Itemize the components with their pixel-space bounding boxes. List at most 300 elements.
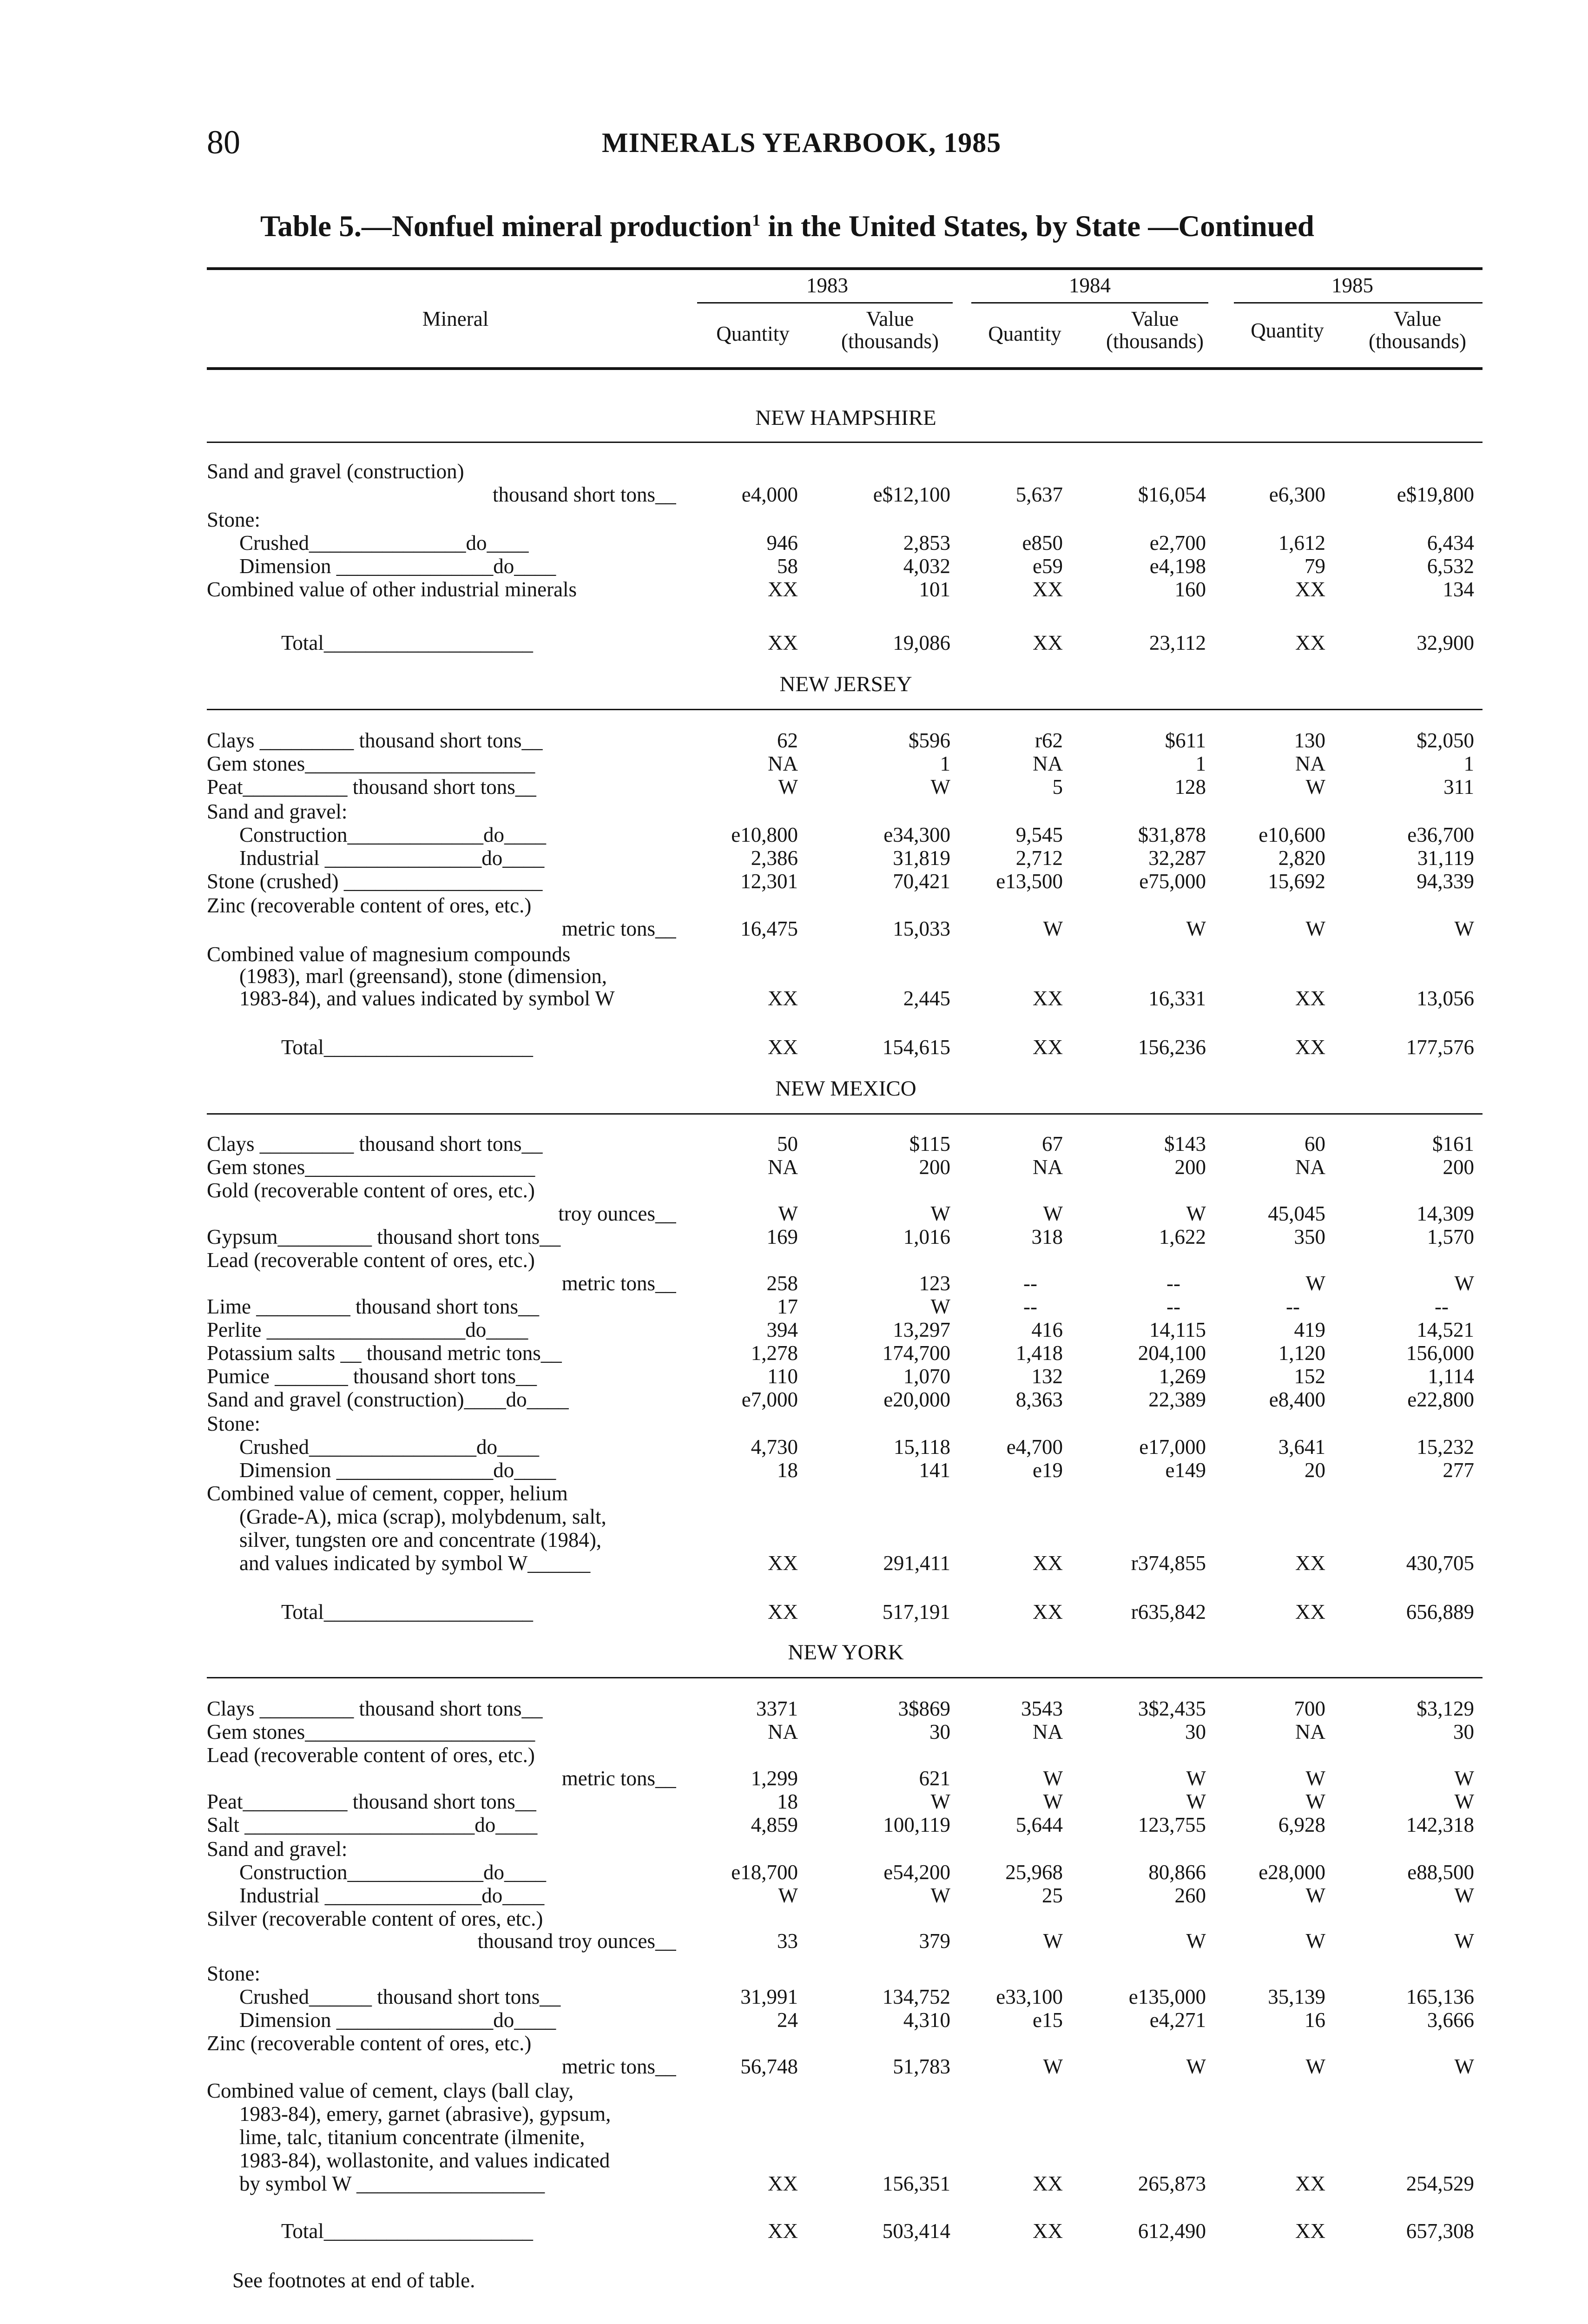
total-1985-quantity: XX	[1295, 1600, 1325, 1624]
cell-1983-quantity: 1,278	[751, 1341, 798, 1365]
year-1985: 1985	[1331, 274, 1373, 297]
row-label: Pumice _______ thousand short tons__	[207, 1365, 537, 1388]
header-bottom-rule	[207, 367, 1483, 370]
cell-1984-value: --	[1166, 1272, 1180, 1295]
row-label: Sand and gravel (construction)____do____	[207, 1388, 569, 1411]
cell-1984-value: e135,000	[1128, 1985, 1206, 2008]
cell-1985-value: $161	[1432, 1132, 1474, 1155]
cell-1984-quantity: --	[1023, 1272, 1037, 1295]
section-heading-new-york: NEW YORK	[788, 1640, 904, 1664]
year-1983-rule	[697, 302, 953, 304]
cell-1983-quantity: 33	[777, 1929, 798, 1953]
cell-1984-quantity: e19	[1033, 1459, 1063, 1482]
cell-1983-value: 123	[919, 1272, 950, 1295]
cell-1983-quantity: e4,000	[741, 483, 798, 506]
row-label: Construction_____________do____	[239, 1861, 546, 1884]
cell-1983-quantity: 50	[777, 1132, 798, 1155]
cell-1983-quantity: 110	[767, 1365, 798, 1388]
total-1985-value: 657,308	[1406, 2219, 1474, 2243]
year-1984: 1984	[1069, 274, 1111, 297]
row-label: Combined value of other industrial minerals	[207, 578, 577, 601]
cell-1983-value: 4,310	[903, 2008, 950, 2032]
cell-1983-quantity: 56,748	[740, 2055, 798, 2078]
cell-1985-quantity: 15,692	[1268, 870, 1325, 893]
cell-1984-value: $143	[1164, 1132, 1206, 1155]
cell-1985-value: e$19,800	[1397, 483, 1474, 506]
row-label: Crushed________________do____	[239, 1435, 539, 1459]
cell-1985-value: 311	[1443, 775, 1474, 799]
cell-1984-value: 16,331	[1148, 987, 1206, 1010]
total-1985-quantity: XX	[1295, 2219, 1325, 2243]
cell-1984-value: $611	[1165, 729, 1206, 752]
row-label: Lead (recoverable content of ores, etc.)	[207, 1743, 535, 1767]
cell-1983-value: 31,819	[893, 846, 950, 870]
total-1984-quantity: XX	[1033, 631, 1063, 654]
cell-1983-quantity: 169	[766, 1225, 798, 1248]
cell-1983-value: 100,119	[883, 1813, 950, 1836]
cell-1984-value: W	[1186, 1929, 1206, 1953]
cell-1983-quantity: 394	[766, 1318, 798, 1341]
cell-1985-quantity: 45,045	[1268, 1202, 1325, 1225]
cell-1983-quantity: 3371	[756, 1697, 798, 1720]
row-label: Sand and gravel:	[207, 1837, 348, 1861]
cell-1985-quantity: W	[1305, 2055, 1325, 2078]
total-1985-value: 32,900	[1417, 631, 1474, 654]
cell-1985-value: 30	[1453, 1720, 1474, 1743]
cell-1985-quantity: 130	[1294, 729, 1325, 752]
total-1984-quantity: XX	[1033, 1600, 1063, 1624]
cell-1984-quantity: 3543	[1021, 1697, 1063, 1720]
cell-1983-value: 1	[940, 752, 950, 775]
value-header-word: Value	[866, 307, 914, 330]
row-label: Stone (crushed) ___________________	[207, 870, 543, 893]
row-label: Peat__________ thousand short tons__	[207, 775, 536, 799]
total-label: Total____________________	[281, 2219, 533, 2243]
year-1985-rule	[1234, 302, 1483, 304]
cell-1984-value: e149	[1165, 1459, 1206, 1482]
cell-1984-value: W	[1186, 1767, 1206, 1790]
cell-1985-value: 1,570	[1427, 1225, 1474, 1248]
cell-1983-value: e$12,100	[873, 483, 950, 506]
cell-1984-quantity: e850	[1022, 531, 1063, 555]
row-label: Clays _________ thousand short tons__	[207, 1132, 543, 1155]
cell-1983-value: 1,016	[903, 1225, 950, 1248]
cell-1984-value: W	[1186, 2055, 1206, 2078]
cell-1983-quantity: e10,800	[731, 823, 798, 846]
cell-1983-quantity: 24	[777, 2008, 798, 2032]
cell-1985-value: W	[1454, 1790, 1474, 1813]
cell-1983-value: 291,411	[883, 1552, 950, 1575]
cell-1983-quantity: 1,299	[751, 1767, 798, 1790]
cell-1985-value: 13,056	[1417, 987, 1474, 1010]
cell-1984-quantity: W	[1043, 2055, 1063, 2078]
cell-1984-quantity: XX	[1033, 1552, 1063, 1575]
value-header-units: (thousands)	[1106, 330, 1204, 353]
cell-1984-quantity: e15	[1033, 2008, 1063, 2032]
cell-1985-value: 142,318	[1406, 1813, 1474, 1836]
quantity-header-1984: Quantity	[988, 322, 1061, 345]
cell-1984-value: $31,878	[1138, 823, 1206, 846]
cell-1985-quantity: XX	[1295, 987, 1325, 1010]
cell-1984-quantity: W	[1043, 1790, 1063, 1813]
cell-1984-quantity: 67	[1042, 1132, 1063, 1155]
cell-1984-quantity: NA	[1033, 752, 1063, 775]
cell-1983-quantity: NA	[768, 1720, 798, 1743]
cell-1985-quantity: 16	[1305, 2008, 1325, 2032]
section-rule	[207, 709, 1483, 710]
cell-1983-quantity: e7,000	[741, 1388, 798, 1411]
row-label: Gypsum_________ thousand short tons__	[207, 1225, 561, 1248]
quantity-header-1985: Quantity	[1251, 319, 1324, 342]
table-title-suffix: in the United States, by State —Continued	[760, 210, 1314, 243]
cell-1984-quantity: NA	[1033, 1720, 1063, 1743]
row-label: Industrial _______________do____	[239, 846, 545, 870]
cell-1983-quantity: 4,859	[751, 1813, 798, 1836]
total-1984-value: 23,112	[1149, 631, 1206, 654]
cell-1984-value: 30	[1185, 1720, 1206, 1743]
cell-1983-value: W	[930, 1790, 950, 1813]
row-label: and values indicated by symbol W______	[239, 1552, 591, 1575]
cell-1985-quantity: 1,120	[1278, 1341, 1325, 1365]
row-unit: troy ounces__	[558, 1202, 676, 1225]
total-1985-quantity: XX	[1295, 1036, 1325, 1059]
page-number: 80	[207, 124, 240, 161]
cell-1984-quantity: 25,968	[1005, 1861, 1063, 1884]
total-1985-quantity: XX	[1295, 631, 1325, 654]
cell-1985-value: 1	[1463, 752, 1474, 775]
cell-1985-value: W	[1454, 1272, 1474, 1295]
cell-1985-value: 254,529	[1406, 2172, 1474, 2195]
value-header-units: (thousands)	[841, 330, 939, 353]
section-heading-new-hampshire: NEW HAMPSHIRE	[755, 406, 936, 430]
cell-1984-value: 128	[1174, 775, 1206, 799]
row-label: lime, talc, titanium concentrate (ilmenite,	[239, 2126, 585, 2149]
cell-1985-value: 277	[1443, 1459, 1474, 1482]
cell-1984-quantity: e4,700	[1006, 1435, 1063, 1459]
cell-1983-value: 621	[919, 1767, 950, 1790]
cell-1985-value: W	[1454, 1767, 1474, 1790]
row-label: Salt ______________________do____	[207, 1813, 538, 1836]
total-1983-value: 19,086	[893, 631, 950, 654]
cell-1984-value: e4,198	[1149, 555, 1206, 578]
cell-1984-quantity: 2,712	[1015, 846, 1063, 870]
cell-1984-value: r374,855	[1131, 1552, 1206, 1575]
cell-1983-quantity: 258	[766, 1272, 798, 1295]
cell-1985-value: 6,532	[1427, 555, 1474, 578]
cell-1985-quantity: W	[1305, 1272, 1325, 1295]
cell-1984-quantity: W	[1043, 917, 1063, 940]
cell-1985-value: $2,050	[1417, 729, 1474, 752]
row-label: Construction_____________do____	[239, 823, 546, 846]
cell-1985-value: W	[1454, 2055, 1474, 2078]
cell-1985-quantity: W	[1305, 1884, 1325, 1907]
cell-1985-quantity: 152	[1294, 1365, 1325, 1388]
value-header-1983	[825, 308, 955, 352]
cell-1985-value: 3,666	[1427, 2008, 1474, 2032]
total-1985-value: 656,889	[1406, 1600, 1474, 1624]
value-header-word: Value	[1393, 307, 1442, 330]
row-label: Combined value of cement, clays (ball clay,	[207, 2079, 574, 2102]
row-unit: thousand troy ounces__	[477, 1929, 676, 1953]
cell-1984-quantity: --	[1023, 1295, 1037, 1318]
cell-1985-quantity: XX	[1295, 1552, 1325, 1575]
cell-1985-value: 200	[1443, 1155, 1474, 1179]
cell-1984-value: --	[1166, 1295, 1180, 1318]
cell-1985-quantity: NA	[1295, 1720, 1325, 1743]
cell-1984-quantity: NA	[1033, 1155, 1063, 1179]
cell-1983-quantity: W	[778, 775, 798, 799]
row-label: Gem stones______________________	[207, 752, 535, 775]
cell-1983-value: 15,118	[893, 1435, 950, 1459]
cell-1984-value: 1	[1195, 752, 1206, 775]
cell-1984-value: 1,269	[1159, 1365, 1206, 1388]
cell-1983-value: e34,300	[883, 823, 950, 846]
cell-1983-value: 200	[919, 1155, 950, 1179]
row-label: Zinc (recoverable content of ores, etc.)	[207, 894, 532, 917]
row-label: Dimension _______________do____	[239, 555, 556, 578]
total-1984-value: 612,490	[1138, 2219, 1206, 2243]
value-header-units: (thousands)	[1369, 330, 1466, 353]
cell-1985-value: W	[1454, 1929, 1474, 1953]
total-1983-quantity: XX	[768, 2219, 798, 2243]
table-top-rule	[207, 267, 1483, 270]
row-label: Zinc (recoverable content of ores, etc.)	[207, 2032, 532, 2055]
cell-1985-quantity: e6,300	[1269, 483, 1325, 506]
row-unit: metric tons__	[561, 2055, 676, 2078]
cell-1985-quantity: 3,641	[1278, 1435, 1325, 1459]
cell-1984-quantity: r62	[1035, 729, 1063, 752]
cell-1985-quantity: 350	[1294, 1225, 1325, 1248]
row-label: Dimension _______________do____	[239, 2008, 556, 2032]
cell-1983-value: 13,297	[893, 1318, 950, 1341]
cell-1984-quantity: 318	[1031, 1225, 1063, 1248]
cell-1985-quantity: W	[1305, 1767, 1325, 1790]
cell-1984-value: e17,000	[1139, 1435, 1206, 1459]
cell-1983-quantity: NA	[768, 752, 798, 775]
total-1984-quantity: XX	[1033, 1036, 1063, 1059]
cell-1983-value: $115	[909, 1132, 950, 1155]
total-1983-quantity: XX	[768, 1600, 798, 1624]
total-1984-value: r635,842	[1131, 1600, 1206, 1624]
quantity-header-1983: Quantity	[716, 322, 790, 345]
cell-1985-quantity: XX	[1295, 578, 1325, 601]
cell-1984-quantity: XX	[1033, 987, 1063, 1010]
cell-1985-value: 14,309	[1417, 1202, 1474, 1225]
row-unit: metric tons__	[561, 1272, 676, 1295]
cell-1983-value: 2,445	[903, 987, 950, 1010]
cell-1985-value: 156,000	[1406, 1341, 1474, 1365]
cell-1985-quantity: NA	[1295, 1155, 1325, 1179]
cell-1984-value: e4,271	[1149, 2008, 1206, 2032]
cell-1983-value: 15,033	[893, 917, 950, 940]
section-rule	[207, 1113, 1483, 1115]
total-label: Total____________________	[281, 1600, 533, 1624]
cell-1985-value: 6,434	[1427, 531, 1474, 555]
row-label: 1983-84), wollastonite, and values indicated	[239, 2149, 610, 2172]
cell-1983-value: 156,351	[882, 2172, 950, 2195]
row-label: Stone:	[207, 508, 261, 531]
cell-1983-quantity: 12,301	[740, 870, 798, 893]
cell-1984-quantity: W	[1043, 1767, 1063, 1790]
footnote-text: See footnotes at end of table.	[232, 2269, 475, 2292]
total-1983-quantity: XX	[768, 631, 798, 654]
cell-1984-quantity: XX	[1033, 578, 1063, 601]
cell-1983-value: 134,752	[882, 1985, 950, 2008]
cell-1984-value: 265,873	[1138, 2172, 1206, 2195]
cell-1984-quantity: 416	[1031, 1318, 1063, 1341]
cell-1983-value: $596	[909, 729, 950, 752]
cell-1984-value: e2,700	[1149, 531, 1206, 555]
row-label: Clays _________ thousand short tons__	[207, 1697, 543, 1720]
cell-1985-value: --	[1435, 1295, 1449, 1318]
cell-1983-quantity: 31,991	[740, 1985, 798, 2008]
cell-1984-quantity: 132	[1031, 1365, 1063, 1388]
total-1984-quantity: XX	[1033, 2219, 1063, 2243]
cell-1984-value: 160	[1174, 578, 1206, 601]
cell-1983-quantity: XX	[768, 987, 798, 1010]
total-label: Total____________________	[281, 631, 533, 654]
section-rule	[207, 1677, 1483, 1678]
cell-1985-value: 15,232	[1417, 1435, 1474, 1459]
cell-1985-quantity: 700	[1294, 1697, 1325, 1720]
total-1983-value: 154,615	[882, 1036, 950, 1059]
table-title-prefix: Table 5.—Nonfuel mineral production	[260, 210, 752, 243]
total-1984-value: 156,236	[1138, 1036, 1206, 1059]
row-label: Gem stones______________________	[207, 1720, 535, 1743]
row-label: Industrial _______________do____	[239, 1884, 545, 1907]
cell-1983-quantity: NA	[768, 1155, 798, 1179]
row-label: Lime _________ thousand short tons__	[207, 1295, 539, 1318]
cell-1983-value: W	[930, 1202, 950, 1225]
cell-1985-quantity: 79	[1305, 555, 1325, 578]
year-1984-rule	[971, 302, 1208, 304]
cell-1983-quantity: 18	[777, 1459, 798, 1482]
total-1983-value: 503,414	[882, 2219, 950, 2243]
cell-1985-quantity: 419	[1294, 1318, 1325, 1341]
cell-1983-quantity: 946	[766, 531, 798, 555]
row-label: Sand and gravel:	[207, 800, 348, 823]
cell-1983-quantity: W	[778, 1202, 798, 1225]
cell-1984-quantity: 5	[1052, 775, 1063, 799]
cell-1985-quantity: 6,928	[1278, 1813, 1325, 1836]
cell-1983-value: 101	[919, 578, 950, 601]
row-unit: metric tons__	[561, 1767, 676, 1790]
mineral-header: Mineral	[422, 307, 489, 330]
cell-1983-quantity: 18	[777, 1790, 798, 1813]
row-label: Clays _________ thousand short tons__	[207, 729, 543, 752]
cell-1983-value: 51,783	[893, 2055, 950, 2078]
cell-1984-quantity: e33,100	[996, 1985, 1063, 2008]
cell-1984-quantity: 1,418	[1015, 1341, 1063, 1365]
row-unit: metric tons__	[561, 917, 676, 940]
cell-1985-value: W	[1454, 917, 1474, 940]
cell-1984-quantity: XX	[1033, 2172, 1063, 2195]
cell-1983-quantity: 2,386	[751, 846, 798, 870]
cell-1985-quantity: 35,139	[1268, 1985, 1325, 2008]
cell-1985-value: 31,119	[1417, 846, 1474, 870]
row-label: Combined value of cement, copper, helium	[207, 1482, 568, 1505]
section-heading-new-jersey: NEW JERSEY	[779, 672, 912, 696]
cell-1984-value: W	[1186, 917, 1206, 940]
cell-1983-value: 174,700	[882, 1341, 950, 1365]
cell-1983-value: W	[930, 1884, 950, 1907]
cell-1983-quantity: W	[778, 1884, 798, 1907]
cell-1983-quantity: XX	[768, 1552, 798, 1575]
row-label: Lead (recoverable content of ores, etc.)	[207, 1248, 535, 1272]
cell-1985-quantity: W	[1305, 1929, 1325, 1953]
row-label: silver, tungsten ore and concentrate (1984),	[239, 1528, 602, 1552]
cell-1984-value: 3$2,435	[1138, 1697, 1206, 1720]
row-label: Silver (recoverable content of ores, etc.)	[207, 1907, 543, 1930]
cell-1985-value: e88,500	[1407, 1861, 1474, 1884]
value-header-1985	[1352, 308, 1483, 352]
section-heading-new-mexico: NEW MEXICO	[775, 1076, 916, 1101]
cell-1984-value: W	[1186, 1202, 1206, 1225]
cell-1985-quantity: e8,400	[1269, 1388, 1325, 1411]
row-label: Peat__________ thousand short tons__	[207, 1790, 536, 1813]
cell-1984-quantity: 8,363	[1015, 1388, 1063, 1411]
row-label: 1983-84), and values indicated by symbol W	[239, 987, 615, 1010]
cell-1983-value: 30	[929, 1720, 950, 1743]
running-title: MINERALS YEARBOOK, 1985	[602, 127, 1002, 158]
cell-1983-value: e54,200	[883, 1861, 950, 1884]
cell-1985-quantity: 20	[1305, 1459, 1325, 1482]
cell-1985-value: 165,136	[1406, 1985, 1474, 2008]
cell-1983-value: e20,000	[883, 1388, 950, 1411]
value-header-1984	[1090, 308, 1220, 352]
cell-1983-quantity: XX	[768, 2172, 798, 2195]
cell-1984-quantity: e59	[1033, 555, 1063, 578]
row-unit: thousand short tons__	[492, 483, 676, 506]
row-label: Stone:	[207, 1962, 261, 1985]
cell-1984-value: 200	[1174, 1155, 1206, 1179]
year-1983: 1983	[806, 274, 848, 297]
cell-1985-quantity: W	[1305, 775, 1325, 799]
cell-1984-quantity: W	[1043, 1202, 1063, 1225]
cell-1983-quantity: e18,700	[731, 1861, 798, 1884]
cell-1983-quantity: 62	[777, 729, 798, 752]
cell-1985-quantity: --	[1286, 1295, 1300, 1318]
cell-1983-quantity: 58	[777, 555, 798, 578]
cell-1985-quantity: e28,000	[1259, 1861, 1325, 1884]
row-label: Gold (recoverable content of ores, etc.)	[207, 1179, 535, 1202]
cell-1983-quantity: 17	[777, 1295, 798, 1318]
cell-1983-value: 1,070	[903, 1365, 950, 1388]
row-label: Stone:	[207, 1412, 261, 1435]
cell-1984-value: 260	[1174, 1884, 1206, 1907]
cell-1985-quantity: 2,820	[1278, 846, 1325, 870]
cell-1984-value: 80,866	[1148, 1861, 1206, 1884]
cell-1983-value: 70,421	[893, 870, 950, 893]
cell-1984-quantity: 9,545	[1015, 823, 1063, 846]
cell-1985-value: 134	[1443, 578, 1474, 601]
cell-1984-value: 1,622	[1159, 1225, 1206, 1248]
footnote-marker: 1	[752, 211, 761, 230]
cell-1985-value: e36,700	[1407, 823, 1474, 846]
row-label: Crushed_______________do____	[239, 531, 529, 555]
row-label: Crushed______ thousand short tons__	[239, 1985, 561, 2008]
cell-1983-value: 141	[919, 1459, 950, 1482]
table-title	[260, 209, 1314, 244]
cell-1985-quantity: W	[1305, 917, 1325, 940]
row-label: (1983), marl (greensand), stone (dimension,	[239, 964, 607, 988]
cell-1985-value: 94,339	[1417, 870, 1474, 893]
row-label: (Grade-A), mica (scrap), molybdenum, salt,	[239, 1505, 606, 1528]
cell-1985-value: 1,114	[1428, 1365, 1474, 1388]
cell-1984-value: 14,115	[1149, 1318, 1206, 1341]
cell-1985-value: 430,705	[1406, 1552, 1474, 1575]
cell-1984-value: $16,054	[1138, 483, 1206, 506]
